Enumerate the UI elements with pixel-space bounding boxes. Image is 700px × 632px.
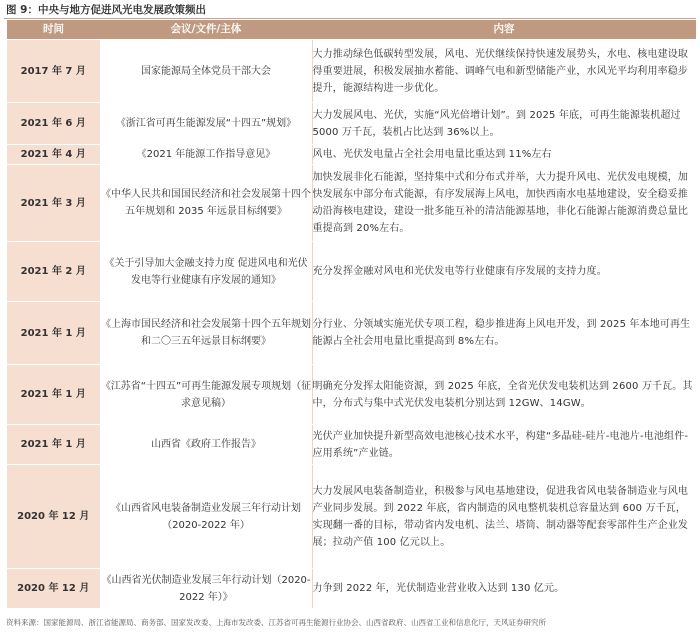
row-meeting: 《山西省光伏制造业发展三年行动计划（2020-2022 年）》 — [100, 569, 312, 609]
row-content: 大力推动绿色低碳转型发展，风电、光伏继续保持快速发展势头，水电、核电建设取得重要进展，积极发展抽水蓄能、调峰气电和新型储能产业，水风光平均利用率稳步提升，能源结构进一步优化。 — [312, 40, 696, 103]
table-row — [7, 242, 696, 302]
row-meeting: 山西省《政府工作报告》 — [100, 425, 312, 465]
table-row — [7, 40, 696, 103]
row-date: 2020 年 12 月 — [7, 465, 100, 569]
row-content: 大力发展风电装备制造业，积极参与风电基地建设，促进我省风电装备制造业与风电产业同步发展。到 2022 年底，省内制造的风电整机装机总容量达到 600 万千瓦，实现翻一番的目标，带动省内发电机、法兰、塔筒、制动器等配套零部件生产企业发展；拉动产值 100 亿元以上。 — [312, 465, 696, 569]
table-row — [7, 145, 696, 165]
row-content: 明确充分发挥太阳能资源，到 2025 年底，全省光伏发电装机达到 2600 万千瓦。其中，分布式与集中式光伏发电装机分别达到 12GW、14GW。 — [312, 365, 696, 425]
table-row — [7, 365, 696, 425]
row-meeting: 《浙江省可再生能源发展“十四五”规划》 — [100, 103, 312, 145]
row-date: 2021 年 1 月 — [7, 365, 100, 425]
table-header-row — [7, 20, 696, 40]
table-row — [7, 465, 696, 569]
header-meeting: 会议/文件/主体 — [100, 20, 312, 40]
figure-title: 图 9：中央与地方促进风光电发展政策频出 — [6, 4, 206, 16]
row-date: 2021 年 3 月 — [7, 165, 100, 242]
row-content: 力争到 2022 年，光伏制造业营业收入达到 130 亿元。 — [312, 569, 696, 609]
policy-table — [7, 20, 696, 609]
row-meeting: 《上海市国民经济和社会发展第十四个五年规划和二〇三五年远景目标纲要》 — [100, 302, 312, 365]
row-meeting: 国家能源局全体党员干部大会 — [100, 40, 312, 103]
row-meeting: 《江苏省“十四五”可再生能源发展专项规划（征求意见稿） — [100, 365, 312, 425]
row-date: 2021 年 1 月 — [7, 425, 100, 465]
table-row — [7, 103, 696, 145]
row-date: 2017 年 7 月 — [7, 40, 100, 103]
header-date: 时间 — [7, 20, 100, 40]
row-content: 分行业、分领域实施光伏专项工程，稳步推进海上风电开发，到 2025 年本地可再生能源占全社会用电量比重提高到 8%左右。 — [312, 302, 696, 365]
row-date: 2020 年 12 月 — [7, 569, 100, 609]
row-date: 2021 年 2 月 — [7, 242, 100, 302]
row-content: 风电、光伏发电量占全社会用电量比重达到 11%左右 — [312, 145, 696, 165]
table-row — [7, 425, 696, 465]
row-date: 2021 年 1 月 — [7, 302, 100, 365]
row-meeting: 《关于引导加大金融支持力度 促进风电和光伏发电等行业健康有序发展的通知》 — [100, 242, 312, 302]
table-row — [7, 165, 696, 242]
row-content: 加快发展非化石能源，坚持集中式和分布式并举，大力提升风电、光伏发电规模，加快发展东中部分布式能源，有序发展海上风电，加快西南水电基地建设，安全稳妥推动沿海核电建设，建设一批多能互补的清洁能源基地，非化石能源占能源消费总量比重提高到 20%左右。 — [312, 165, 696, 242]
row-meeting: 《山西省风电装备制造业发展三年行动计划（2020-2022 年） — [100, 465, 312, 569]
header-content: 内容 — [312, 20, 696, 40]
row-content: 大力发展风电、光伏，实施“风光倍增计划”。到 2025 年底，可再生能源装机超过 5000 万千瓦，装机占比达到 36%以上。 — [312, 103, 696, 145]
table-row — [7, 569, 696, 609]
source-note: 资料来源：国家能源局、浙江省能源局、商务部、国家发改委、上海市发改委、江苏省可再生能源行业协会、山西省政府、山西省工业和信息化厅，天风证券研究所 — [6, 618, 546, 627]
row-date: 2021 年 4 月 — [7, 145, 100, 165]
table-row — [7, 302, 696, 365]
row-meeting: 《中华人民共和国国民经济和社会发展第十四个五年规划和 2035 年远景目标纲要》 — [100, 165, 312, 242]
row-meeting: 《2021 年能源工作指导意见》 — [100, 145, 312, 165]
row-content: 光伏产业加快提升新型高效电池核心技术水平，构建“多晶硅-硅片-电池片-电池组件-应用系统”产业链。 — [312, 425, 696, 465]
title-divider — [4, 18, 696, 19]
row-date: 2021 年 6 月 — [7, 103, 100, 145]
row-content: 充分发挥金融对风电和光伏发电等行业健康有序发展的支持力度。 — [312, 242, 696, 302]
